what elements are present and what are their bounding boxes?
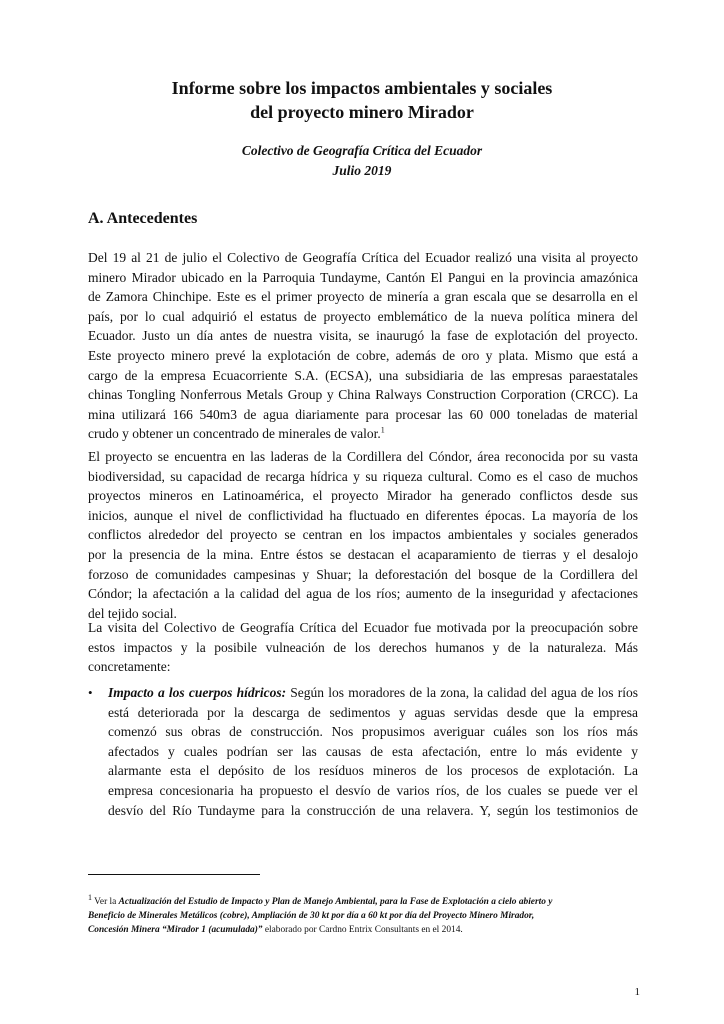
- footnote-rest: elaborado por Cardno Entrix Consultants en el 2014.: [262, 925, 463, 936]
- footnote-emphasis: Actualización del Estudio de Impacto y Plan de Manejo Ambiental, para la Fase de Explotación a cielo abierto y: [118, 897, 553, 907]
- bullet-line-rest: Según los moradores de la zona, la calidad del agua de los ríos: [286, 685, 638, 700]
- text-line: alarmante esta el depósito de los resíduos mineros de los procesos de explotación. La: [108, 763, 638, 779]
- text-line: mina utilizará 166 540m3 de agua diariamente para procesar las 60 000 toneladas de material: [88, 406, 638, 422]
- text-line-content: crudo y obtener un concentrado de minerales de valor.: [88, 426, 381, 442]
- text-line: por la presencia de la mina. Entre éstos se destacan el acaparamiento de tierras y el desalojo: [88, 546, 638, 562]
- paragraph-3: [88, 618, 638, 677]
- footnote-line-2: [88, 909, 648, 923]
- text-line: chinas Tongling Nonferrous Metals Group y China Ralways Construction Corporation (CRCC). La: [88, 387, 638, 403]
- footnote-prefix: Ver la: [92, 897, 119, 907]
- page-number: 1: [634, 986, 640, 998]
- text-line: afectados y cuales podrían ser las causas de esta afectación, entre lo más evidente y: [108, 743, 638, 759]
- text-line: minero Mirador ubicado en la Parroquia Tundayme, Cantón El Pangui en la provincia amazónica: [88, 269, 638, 285]
- text-line: comenzó sus obras de construcción. Nos propusimos averiguar cuáles son los ríos más: [108, 724, 638, 740]
- section-heading: A. Antecedentes: [88, 210, 198, 227]
- paragraph-1: [88, 248, 638, 444]
- text-line: Ecuador. Justo un día antes de nuestra visita, se inaurugó la fase de explotación del proyecto.: [88, 328, 638, 344]
- text-line: empresa concesionaria ha propuesto el desvío de varios ríos, de los cuales se puede ver el: [108, 782, 638, 798]
- text-line: cargo de la empresa Ecuacorriente S.A. (ECSA), una subsidiaria de las empresas paraestatales: [88, 367, 638, 383]
- footnote-line-1: [88, 892, 648, 909]
- document-title: [0, 76, 724, 124]
- text-line: El proyecto se encuentra en las laderas de la Cordillera del Cóndor, área reconocida por su vasta: [88, 449, 638, 464]
- bullet-first-line: [108, 683, 638, 703]
- document-subtitle: [0, 141, 724, 181]
- text-line: La visita del Colectivo de Geografía Crítica del Ecuador fue motivada por la preocupación sobre: [88, 620, 638, 635]
- title-line-1: Informe sobre los impactos ambientales y sociales: [171, 78, 553, 98]
- text-line: conflictos alrededor del proyecto se centran en los impactos ambientales y sociales generados: [88, 527, 638, 543]
- text-line: Cóndor; la afectación a la calidad del agua de los ríos; aumento de la inseguridad y afectaciones: [88, 586, 638, 602]
- text-line: desvío del Río Tundayme para la construcción de una relavera. Y, según los testimonios de: [108, 802, 638, 818]
- text-line-last: del tejido social.: [88, 605, 177, 621]
- text-line: está deteriorada por la descarga de sedimentos y aguas servidas desde que la empresa: [108, 704, 638, 720]
- footnote-emphasis: Concesión Minera “Mirador 1 (acumulada)”: [88, 925, 263, 936]
- text-line-last: [88, 424, 638, 444]
- text-line: biodiversidad, su capacidad de recarga hídrica y su riqueza cultural. Como es el caso de muchos: [88, 468, 638, 484]
- title-line-2: del proyecto minero Mirador: [250, 102, 474, 122]
- text-line: estos impactos y la posibile vulneación de los derechos humanos y de la naturaleza. Más: [88, 639, 638, 655]
- footnote-mark: 1: [88, 892, 92, 902]
- text-line: inicios, aunque el nivel de conflictividad ha fluctuado en diferentes épocas. La mayoría de los: [88, 507, 638, 523]
- bullet-marker: •: [88, 685, 93, 700]
- footnote-emphasis: Beneficio de Minerales Metálicos (cobre), Ampliación de 30 kt por día a 60 kt por día del Proyecto Minero Mirador,: [88, 911, 535, 922]
- text-line: forzoso de comunidades campesinas y Shuar; la deforestación del bosque de la Cordillera del: [88, 566, 638, 582]
- footnote: [88, 892, 648, 938]
- bullet-lead: Impacto a los cuerpos hídricos:: [108, 685, 287, 700]
- text-line: Del 19 al 21 de julio el Colectivo de Geografía Crítica del Ecuador realizó una visita al proyecto: [88, 250, 638, 265]
- text-line: proyectos mineros en Latinoamérica, el proyecto Mirador ha generado conflictos desde sus: [88, 488, 638, 504]
- footnote-divider: [88, 874, 260, 875]
- date-line: Julio 2019: [332, 163, 392, 178]
- bullet-item-water-impact: [88, 683, 638, 820]
- text-line-last: concretamente:: [88, 659, 171, 675]
- author-line: Colectivo de Geografía Crítica del Ecuador: [241, 143, 483, 158]
- footnote-line-3: [88, 923, 648, 937]
- footnote-reference[interactable]: 1: [380, 425, 385, 435]
- text-line: país, por lo cual adquirió el estatus de proyecto emblemático de la nueva política minera del: [88, 308, 638, 324]
- text-line: de Zamora Chinchipe. Este es el primer proyecto de minería a gran escala que se desarrolla en el: [88, 289, 638, 305]
- paragraph-2: [88, 447, 638, 623]
- text-line: Este proyecto minero prevé la explotación de cobre, además de oro y plata. Mismo que está a: [88, 347, 638, 363]
